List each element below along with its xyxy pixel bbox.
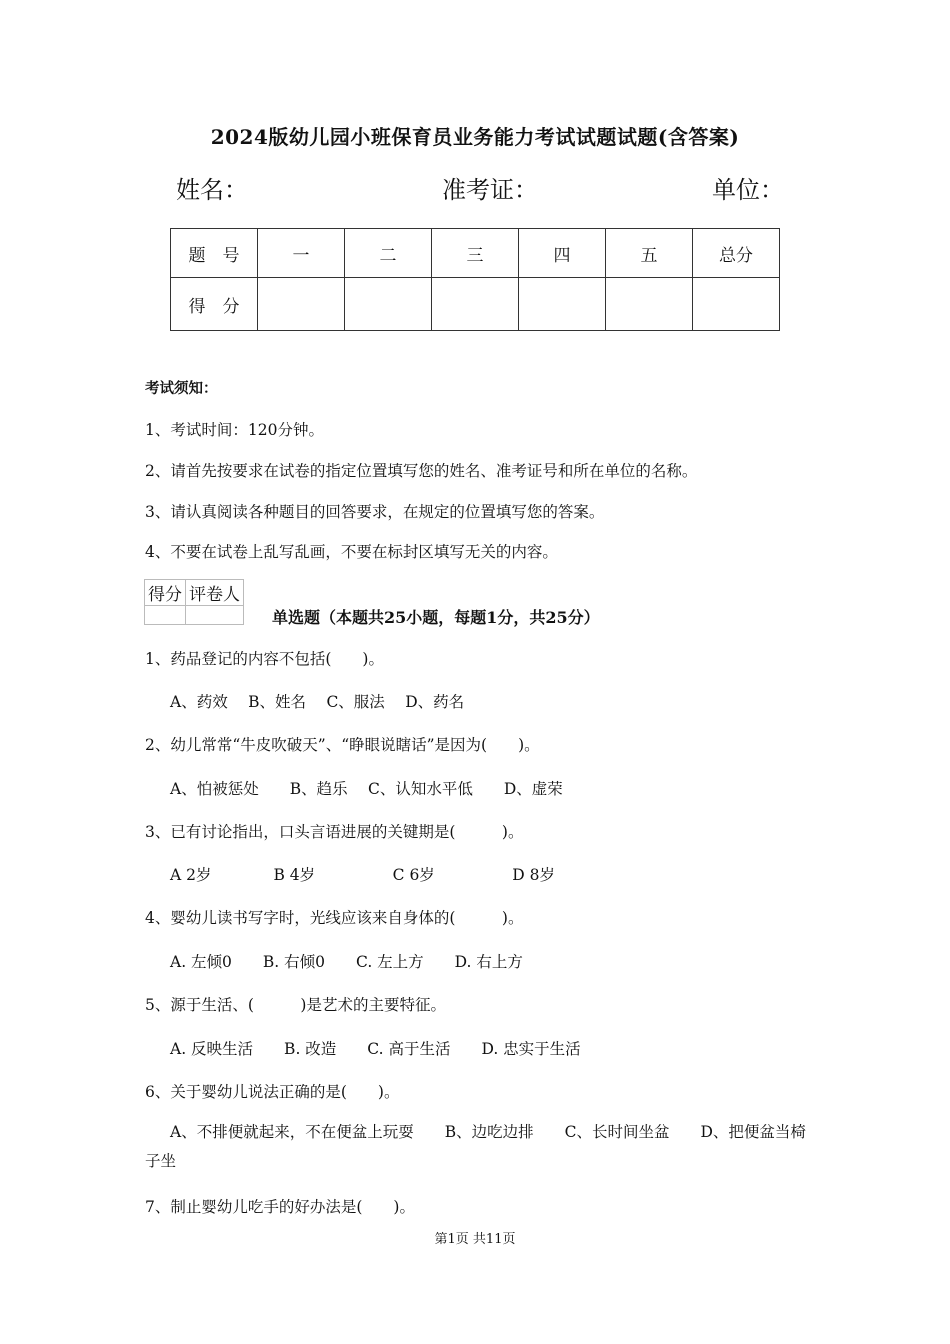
notice-item: 2、请首先按要求在试卷的指定位置填写您的姓名、准考证号和所在单位的名称。 <box>145 462 698 480</box>
grader-box <box>144 579 244 625</box>
score-cell[interactable] <box>606 278 693 331</box>
question-text: 3、已有讨论指出，口头言语进展的关键期是( )。 <box>145 823 524 841</box>
score-table <box>170 228 780 331</box>
question-text: 7、制止婴幼儿吃手的好办法是( )。 <box>145 1198 415 1216</box>
score-cell[interactable] <box>258 278 345 331</box>
question-text: 5、源于生活、( )是艺术的主要特征。 <box>145 996 446 1014</box>
score-cell[interactable] <box>432 278 519 331</box>
score-table-header-row <box>171 229 780 278</box>
header-cell: 四 <box>519 229 606 278</box>
question-options: A. 反映生活 B. 改造 C. 高于生活 D. 忠实于生活 <box>170 1040 581 1058</box>
question-options: A. 左倾0 B. 右倾0 C. 左上方 D. 右上方 <box>170 953 523 971</box>
question-options: A 2岁 B 4岁 C 6岁 D 8岁 <box>170 866 556 884</box>
score-row-label: 得 分 <box>171 278 258 331</box>
question-text: 6、关于婴幼儿说法正确的是( )。 <box>145 1083 400 1101</box>
question-options: A、药效 B、姓名 C、服法 D、药名 <box>170 693 465 711</box>
score-cell[interactable] <box>519 278 606 331</box>
document-title: 2024版幼儿园小班保育员业务能力考试试题试题(含答案) <box>210 125 740 149</box>
grader-score-cell[interactable] <box>145 606 186 625</box>
header-cell: 五 <box>606 229 693 278</box>
notice-item: 3、请认真阅读各种题目的回答要求，在规定的位置填写您的答案。 <box>145 503 605 521</box>
name-field-label: 姓名： <box>176 176 248 204</box>
header-cell: 题 号 <box>171 229 258 278</box>
score-cell[interactable] <box>693 278 780 331</box>
grader-reviewer-label: 评卷人 <box>186 580 244 606</box>
header-cell: 三 <box>432 229 519 278</box>
question-options: A、不排便就起来，不在便盆上玩耍 B、边吃边排 C、长时间坐盆 D、把便盆当椅子坐 <box>145 1123 806 1170</box>
header-cell: 总分 <box>693 229 780 278</box>
question-text: 4、婴幼儿读书写字时，光线应该来自身体的( )。 <box>145 909 524 927</box>
page-footer: 第1页 共11页 <box>434 1232 516 1247</box>
notice-item: 4、不要在试卷上乱写乱画，不要在标封区填写无关的内容。 <box>145 543 558 561</box>
grader-reviewer-cell[interactable] <box>186 606 244 625</box>
score-cell[interactable] <box>345 278 432 331</box>
header-cell: 一 <box>258 229 345 278</box>
grader-score-label: 得分 <box>145 580 186 606</box>
ticket-field-label: 准考证： <box>442 176 538 204</box>
notice-item: 1、考试时间：120分钟。 <box>145 421 324 439</box>
question-options: A、怕被惩处 B、趋乐 C、认知水平低 D、虚荣 <box>170 780 563 798</box>
score-table-score-row <box>171 278 780 331</box>
question-text: 1、药品登记的内容不包括( )。 <box>145 650 384 668</box>
section-title: 单选题（本题共25小题，每题1分，共25分） <box>272 608 600 627</box>
unit-field-label: 单位： <box>712 176 784 204</box>
header-cell: 二 <box>345 229 432 278</box>
question-text: 2、幼儿常常“牛皮吹破天”、“睁眼说瞎话”是因为( )。 <box>145 736 540 754</box>
notice-heading: 考试须知： <box>145 380 218 397</box>
